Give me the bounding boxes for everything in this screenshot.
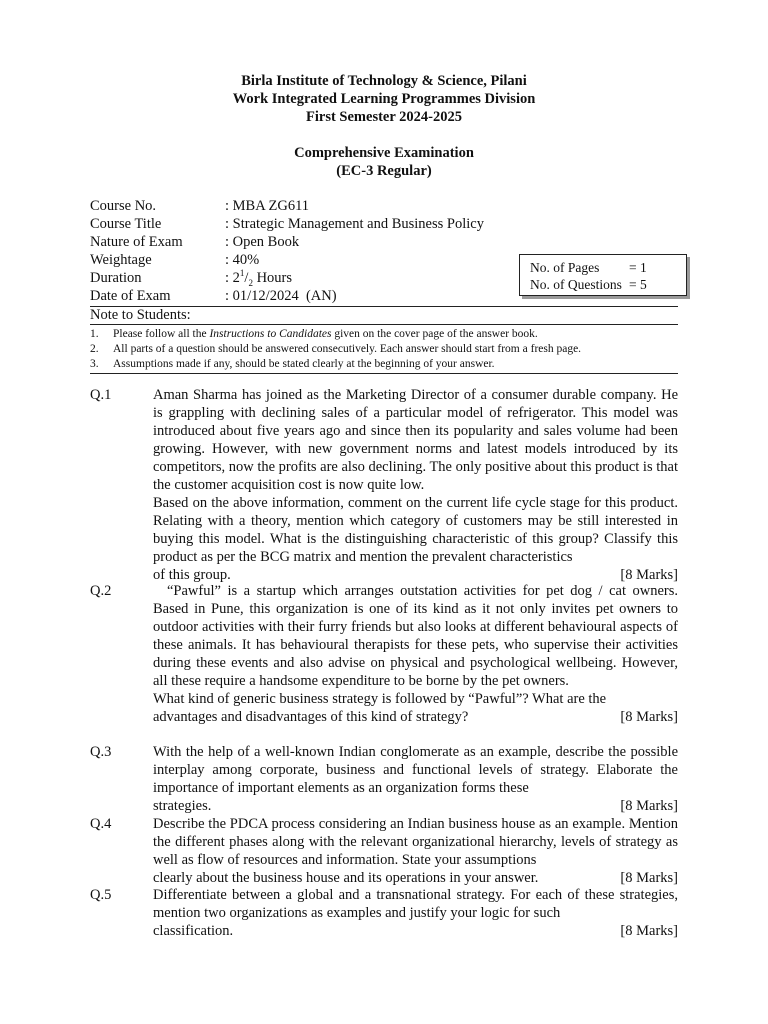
question-text: Differentiate between a global and a transnational strategy. For each of these strategies, mention two organizations as examples and justify your logic for such <box>153 887 678 921</box>
info-label: Nature of Exam <box>90 234 183 250</box>
question-number: Q.3 <box>90 744 112 760</box>
marks-label: [8 Marks] <box>620 567 678 583</box>
info-value: : MBA ZG611 <box>225 198 310 214</box>
exam-header <box>0 72 768 180</box>
pages-value: = 1 <box>629 260 647 275</box>
info-row-course-title <box>90 215 484 233</box>
pages-questions-box <box>519 254 687 296</box>
marks-label: [8 Marks] <box>620 709 678 725</box>
marks-label: [8 Marks] <box>620 923 678 939</box>
semester: First Semester 2024-2025 <box>306 109 462 125</box>
info-label: Duration <box>90 270 142 286</box>
question-number: Q.1 <box>90 387 112 403</box>
institute-name: Birla Institute of Technology & Science, Pilani <box>241 73 527 89</box>
info-row-date <box>90 287 484 305</box>
note-item: 3. Assumptions made if any, should be stated clearly at the beginning of your answer. <box>90 358 495 370</box>
info-value: : 01/12/2024 (AN) <box>225 288 337 304</box>
marks-label: [8 Marks] <box>620 798 678 814</box>
info-value: : Open Book <box>225 234 300 250</box>
question-text: of this group. <box>153 567 231 583</box>
question-number: Q.2 <box>90 583 112 599</box>
info-row-duration <box>90 269 484 287</box>
note-item: 1. Please follow all the Instructions to Candidates given on the cover page of the answer book. <box>90 328 538 340</box>
questions-label: No. of Questions <box>530 277 622 292</box>
question-text: What kind of generic business strategy is followed by “Pawful”? What are the <box>153 691 607 707</box>
info-label: Weightage <box>90 252 152 268</box>
info-row-course-no <box>90 197 484 215</box>
info-value: : $2^1/_2$ Hours <box>225 268 293 288</box>
question-text: With the help of a well-known Indian conglomerate as an example, describe the possible interplay among corporate, business and functional levels of strategy. Elaborate the importance of important elements as an organization forms these <box>153 744 678 796</box>
pages-label: No. of Pages <box>530 260 600 275</box>
note-item: 2. All parts of a question should be answered consecutively. Each answer should start from a fresh page. <box>90 343 582 355</box>
question-3 <box>90 743 678 815</box>
info-value: : Strategic Management and Business Policy <box>225 216 484 232</box>
exam-title: Comprehensive Examination <box>294 145 474 161</box>
question-text: Describe the PDCA process considering an Indian business house as an example. Mention the different phases along with the relevant organizational hierarchy, levels of strategy as well as flow of resources and information. State your assumptions <box>153 816 678 868</box>
question-text: “Pawful” is a startup which arranges outstation activities for pet dog / cat owners. Based in Pune, this organization is one of its kind as it not only invites pet owners to outdoor activities with their furry friends but also looks at different behavioural aspects of these animals. It has behavioural therapists for these pets, who supervise their activities during these events and also advise on physical and psychological wellbeing. However, all these require a handsome expenditure to be borne by the pet owners. <box>153 583 678 689</box>
division-name: Work Integrated Learning Programmes Division <box>232 91 536 107</box>
divider <box>90 373 678 374</box>
questions-value: = 5 <box>629 277 647 292</box>
info-label: Course Title <box>90 216 162 232</box>
question-number: Q.5 <box>90 887 112 903</box>
question-text: clearly about the business house and its operations in your answer. <box>153 870 539 886</box>
question-2 <box>90 582 678 726</box>
exam-code: (EC-3 Regular) <box>336 163 432 179</box>
info-label: Date of Exam <box>90 288 171 304</box>
question-1 <box>90 386 678 584</box>
note-title: Note to Students: <box>90 306 678 325</box>
info-value: : 40% <box>225 252 260 268</box>
course-info <box>90 197 484 305</box>
note-to-students <box>90 306 678 374</box>
question-text: Based on the above information, comment on the current life cycle stage for this product. Relating with a theory, mention which category of customers may be still interested in buying this model. What is the distinguishing characteristic of this group? Classify this product as per the BCG matrix and mention the prevalent characteristics <box>153 495 678 565</box>
question-text: Aman Sharma has joined as the Marketing Director of a consumer durable company. He is grappling with declining sales of a particular model of refrigerator. This model was introduced about five years ago and since then its popularity and sales volume had been growing. However, with new government norms and latest models introduced by its competitors, now the profits are also declining. The only positive about this product is that the customer acquisition cost is now quite low. <box>153 387 678 493</box>
question-text: classification. <box>153 923 234 939</box>
info-label: Course No. <box>90 198 157 214</box>
question-text: advantages and disadvantages of this kind of strategy? <box>153 709 469 725</box>
question-text: strategies. <box>153 798 212 814</box>
marks-label: [8 Marks] <box>620 870 678 886</box>
question-4 <box>90 815 678 887</box>
info-row-nature <box>90 233 484 251</box>
info-row-weightage <box>90 251 484 269</box>
question-5 <box>90 886 678 940</box>
question-number: Q.4 <box>90 816 112 832</box>
